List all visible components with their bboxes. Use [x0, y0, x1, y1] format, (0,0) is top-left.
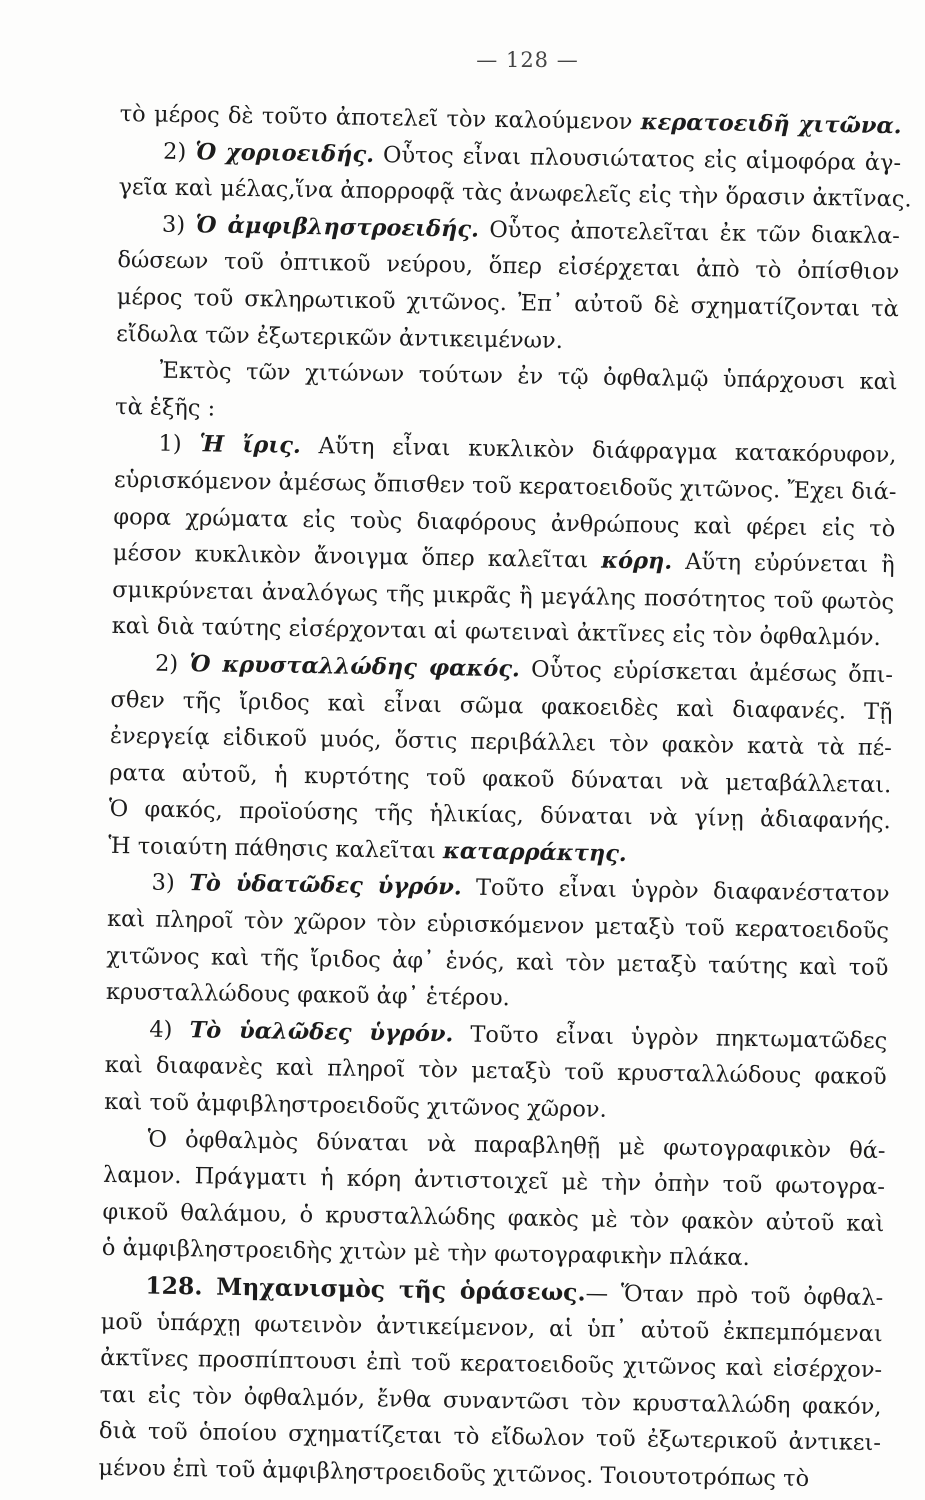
text-segment: δώσεων τοῦ ὀπτικοῦ νεύρου, ὅπερ εἰσέρχεται ἀπὸ τὸ ὀπίσθιον [117, 247, 900, 286]
emphasized-term: Ὁ κρυσταλλώδης φακός. [189, 651, 521, 683]
text-segment: ἀκτῖνες προσπίπτουσι ἐπὶ τοῦ κερατοειδοῦς χιτῶνος καὶ εἰσέρχον- [99, 1345, 883, 1384]
text-segment: Τοῦτο εἶναι ὑγρὸν πηκτωματῶδες [453, 1021, 888, 1055]
text-segment: μένου ἐπὶ τοῦ ἀμφιβληστροειδοῦς χιτῶνος. Τοιουτοτρόπως τὸ [98, 1454, 810, 1492]
text-segment: Οὗτος ἀποτελεῖται ἐκ τῶν διακλα- [478, 216, 901, 250]
text-segment: ρατα αὐτοῦ, ἡ κυρτότης τοῦ φακοῦ δύναται νὰ μεταβάλλεται. [109, 759, 892, 798]
text-segment: τὰ ἑξῆς : [114, 393, 216, 422]
text-segment: Οὗτος εὑρίσκεται ἀμέσως ὄπι- [519, 656, 894, 689]
emphasized-term: Τὸ ὑδατῶδες ὑγρόν. [188, 870, 462, 901]
text-segment: κρυσταλλώδους φακοῦ ἀφ᾿ ἑτέρου. [105, 979, 510, 1012]
emphasized-term: κερατοειδῆ χιτῶνα. [640, 109, 902, 140]
text-segment: Ὁ ὀφθαλμὸς δύναται νὰ παραβληθῇ μὲ φωτογραφικὸν θά- [147, 1126, 886, 1164]
text-segment: 3) [151, 870, 190, 897]
text-segment: τὸ μέρος δὲ τοῦτο ἀποτελεῖ τὸν καλούμενον [119, 100, 641, 136]
text-segment: καὶ διαφανὲς καὶ πληροῖ τὸν μεταξὺ τοῦ κρυσταλλώδους φακοῦ [104, 1052, 887, 1091]
text-segment: Ἡ τοιαύτη πάθησις καλεῖται [108, 832, 444, 865]
page-number: — 128 — [476, 48, 579, 72]
text-segment: εὑρισκόμενον ἀμέσως ὄπισθεν τοῦ κερατοειδοῦς χιτῶνος. Ἔχει διά- [113, 466, 897, 506]
text-segment: 1) [158, 430, 200, 458]
text-segment: καὶ πληροῖ τὸν χῶρον τὸν εὑρισκόμενον μεταξὺ τοῦ κερατοειδοῦς [106, 905, 890, 945]
text-segment: Ἐκτὸς τῶν χιτώνων τούτων ἐν τῷ ὀφθαλμῷ ὑπάρχουσι καὶ [159, 357, 898, 396]
text-segment: Τοῦτο εἶναι ὑγρὸν διαφανέστατον [461, 874, 890, 908]
text-segment: σθεν τῆς ἴριδος καὶ εἶναι σῶμα φακοειδὲς καὶ διαφανές. Τῇ [110, 686, 893, 725]
text-segment: εἴδωλα τῶν ἐξωτερικῶν ἀντικειμένων. [116, 320, 564, 354]
text-segment: ἐνεργείᾳ εἰδικοῦ μυός, ὅστις περιβάλλει τὸν φακὸν κατὰ τὰ πέ- [109, 723, 893, 762]
text-segment: χιτῶνος καὶ τῆς ἴριδος ἀφ᾿ ἑνός, καὶ τὸν μεταξὺ ταύτης καὶ τοῦ [106, 942, 889, 981]
emphasized-term: καταρράκτης. [442, 838, 627, 867]
text-segment: ται εἰς τὸν ὀφθαλμόν, ἔνθα συναντῶσι τὸν κρυσταλλώδη φακόν, [99, 1381, 882, 1420]
section-heading: 128. Μηχανισμὸς τῆς ὁράσεως. [145, 1271, 586, 1307]
text-segment: λαμον. Πράγματι ἡ κόρη ἀντιστοιχεῖ μὲ τὴν ὀπὴν τοῦ φωτογρα- [102, 1162, 886, 1201]
emphasized-term: Ὁ χοριοειδής. [195, 138, 375, 168]
body-text [98, 96, 912, 1499]
text-segment: διὰ τοῦ ὁποίου σχηματίζεται τὸ εἴδωλον τοῦ ἐξωτερικοῦ ἀντικει- [98, 1418, 882, 1457]
text-segment: Οὗτος εἶναι πλουσιώτατος εἰς αἱμοφόρα ἀγ- [373, 141, 902, 176]
text-segment: μοῦ ὑπάρχῃ φωτεινὸν ἀντικείμενον, αἱ ὑπ᾿ αὐτοῦ ἐκπεμπόμεναι [100, 1308, 883, 1347]
text-segment: Ὁ φακός, προϊούσης τῆς ἡλικίας, δύναται νὰ γίνῃ ἀδιαφανής. [108, 796, 891, 835]
emphasized-term: Τὸ ὑαλῶδες ὑγρόν. [189, 1017, 454, 1048]
emphasized-term: Ὁ ἀμφιβληστροειδής. [195, 211, 480, 243]
text-segment: μέρος τοῦ σκληρωτικοῦ χιτῶνος. Ἐπ᾿ αὐτοῦ δὲ σχηματίζονται τὰ [116, 283, 899, 323]
text-segment: — Ὅταν πρὸ τοῦ ὀφθαλ- [585, 1280, 884, 1312]
text-segment: γεῖα καὶ μέλας,ἵνα ἀπορροφᾷ τὰς ἀνωφελεῖς εἰς τὴν ὅρασιν ἀκτῖνας. [118, 174, 912, 213]
text-segment: 3) [161, 211, 196, 238]
text-segment: 4) [149, 1016, 190, 1044]
text-segment: Αὕτη εὐρύνεται ἢ [672, 548, 895, 579]
text-segment: Αὕτη εἶναι κυκλικὸν διάφραγμα κατακόρυφον, [300, 433, 897, 469]
emphasized-term: κόρη. [601, 547, 673, 575]
text-segment: καὶ διὰ ταύτης εἰσέρχονται αἱ φωτειναὶ ἀκτῖνες εἰς τὸν ὀφθαλμόν. [111, 613, 881, 652]
text-segment: καὶ τοῦ ἀμφιβληστροειδοῦς χιτῶνος χῶρον. [103, 1088, 607, 1123]
page-header [0, 48, 925, 72]
text-segment: μέσον κυκλικὸν ἄνοιγμα ὅπερ καλεῖται [112, 540, 602, 574]
text-segment: 2) [154, 650, 190, 678]
text-segment: 2) [162, 138, 196, 165]
text-segment: ὁ ἀμφιβληστροειδὴς χιτὼν μὲ τὴν φωτογραφικὴν πλάκα. [101, 1235, 750, 1272]
text-segment: φορα χρώματα εἰς τοὺς διαφόρους ἀνθρώπους καὶ φέρει εἰς τὸ [113, 503, 896, 542]
text-segment: σμικρύνεται ἀναλόγως τῆς μικρᾶς ἢ μεγάλης ποσότητος τοῦ φωτὸς [112, 576, 895, 615]
emphasized-term: Ἡ ἴρις. [199, 431, 301, 460]
text-segment: φικοῦ θαλάμου, ὁ κρυσταλλώδης φακὸς μὲ τὸν φακὸν αὐτοῦ καὶ [102, 1198, 885, 1237]
